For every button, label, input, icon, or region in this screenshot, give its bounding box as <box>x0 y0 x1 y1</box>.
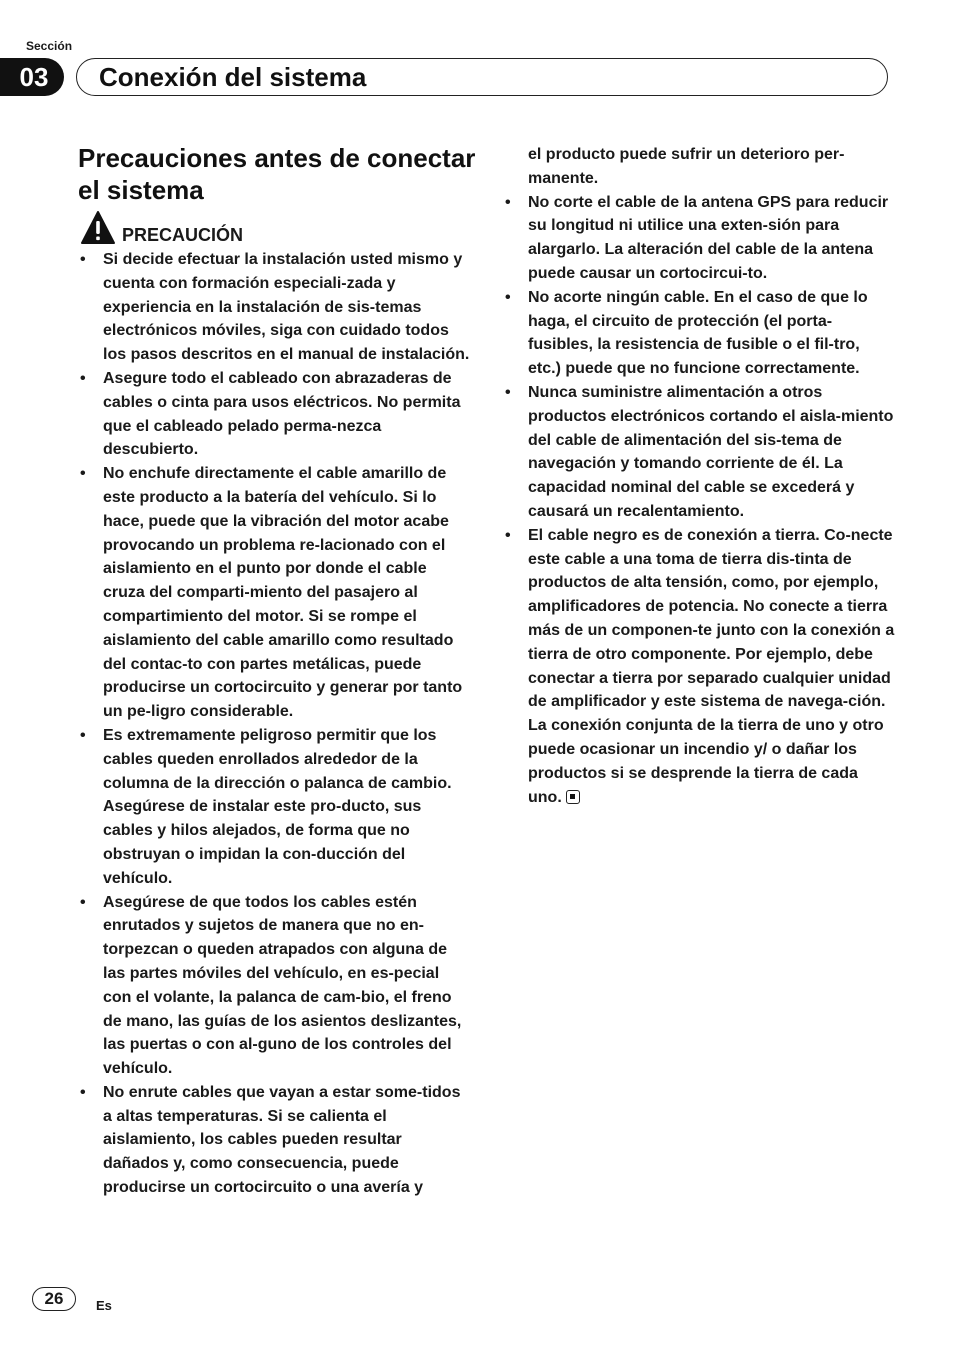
caution-item: • Si decide efectuar la instalación usted mismo y cuenta con formación especiali-zada y experiencia en la instalación de sis-temas electrónicos móviles, siga con cuidado todos los pasos descritos en el manual de instalación. <box>78 248 470 367</box>
caution-item: • No enrute cables que vayan a estar some-tidos a altas temperaturas. Si se calienta el aislamiento, los cables pueden resultar dañados y, como consecuencia, puede producirse un cortocircuito o una avería y <box>78 1081 470 1200</box>
page-number: 26 <box>32 1287 76 1311</box>
section-title-bar <box>76 58 888 96</box>
caution-item: • Nunca suministre alimentación a otros productos electrónicos cortando el aisla-miento del cable de alimentación del sis-tema de navegación y tomando corriente de él. La capacidad nominal del cable se excederá y causará un recalentamiento. <box>503 381 895 524</box>
section-label: Sección <box>26 39 73 53</box>
section-title: Conexión del sistema <box>99 62 367 92</box>
caution-item: • No enchufe directamente el cable amarillo de este producto a la batería del vehículo. Si lo hace, puede que la vibración del motor acabe provocando un problema re-lacionado con el aislamiento en el punto por donde el cable cruza del comparti-miento del pasajero al compartimiento del motor. Si se rompe el aislamiento del cable amarillo como resultado del contac-to con partes metálicas, puede producirse un cortocircuito y generar por tanto un pe-ligro considerable. <box>78 462 470 724</box>
caution-label: PRECAUCIÓN <box>122 225 244 245</box>
caution-item: • Es extremamente peligroso permitir que los cables queden enrollados alrededor de la columna de la dirección o palanca de cambio. Asegúrese de instalar este pro-ducto, sus cables y hilos alejados, de forma que no obstruyan o impidan la con-ducción del vehículo. <box>78 724 470 891</box>
caution-list-left <box>78 248 470 1200</box>
caution-item-continuation: el producto puede sufrir un deterioro per-manente. <box>528 146 845 187</box>
caution-item: • No acorte ningún cable. En el caso de que lo haga, el circuito de protección (el porta-fusibles, la resistencia de fusible o el fil-tro, etc.) puede que no funcione correctamente. <box>503 286 895 381</box>
caution-item: • Asegúrese de que todos los cables estén enrutados y sujetos de manera que no en-torpezcan o queden atrapados con alguna de las partes móviles del vehículo, en es-pecial con el volante, la palanca de cam-bio, el freno de mano, las guías de los asientos deslizantes, las puertas o con al-guno de los controles del vehículo. <box>78 891 470 1081</box>
language-code: Es <box>96 1298 112 1313</box>
caution-header <box>80 210 243 246</box>
page-heading: Precauciones antes de conectar el sistema <box>78 143 476 205</box>
warning-triangle-icon <box>80 210 116 246</box>
section-number-badge: 03 <box>0 58 64 96</box>
caution-item: • Asegure todo el cableado con abrazaderas de cables o cinta para usos eléctricos. No permita que el cableado pelado perma-nezca descubierto. <box>78 367 470 462</box>
caution-item: • No corte el cable de la antena GPS para reducir su longitud ni utilice una exten-sión para alargarlo. La alteración del cable de la antena puede causar un cortocircui-to. <box>503 191 895 286</box>
end-of-section-icon <box>566 790 580 804</box>
caution-item-last <box>503 524 895 810</box>
caution-item-text: El cable negro es de conexión a tierra. Co-necte este cable a una toma de tierra dis-tinta de productos de alta tensión, como, por ejemplo, amplificadores de potencia. No conecte a tierra más de un componen-te junto con la conexión a tierra de otro componente. Por ejemplo, debe conectar a tierra por separado cualquier unidad de amplificador y este sistema de navega-ción. La conexión conjunta de la tierra de uno y otro puede ocasionar un incendio y/ o dañar los productos si se desprende la tierra de cada uno. <box>528 526 895 806</box>
caution-list-right <box>503 143 895 809</box>
